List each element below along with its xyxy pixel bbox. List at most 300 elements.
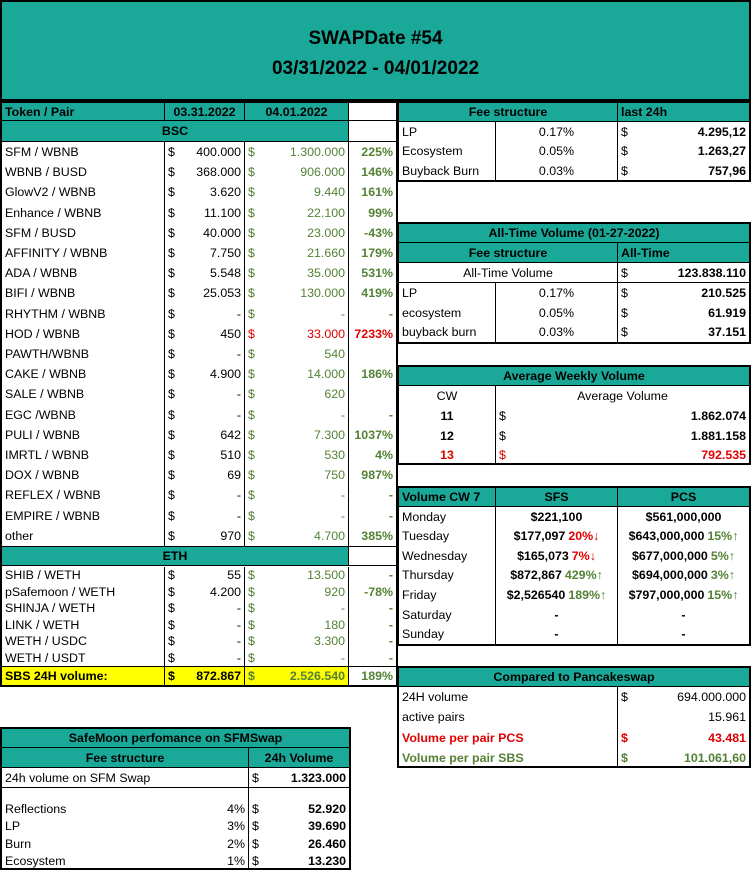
alltime-currency: $ xyxy=(617,322,637,342)
pct-change: 99% xyxy=(348,203,396,223)
currency-2: $ xyxy=(244,600,264,617)
bsc-section-row xyxy=(2,121,396,142)
safemoon-pct: 1% xyxy=(227,854,245,869)
cw7-value: $694,000,000 xyxy=(632,568,708,583)
compare-label: Volume per pair PCS xyxy=(402,730,524,745)
fee-row xyxy=(399,161,749,181)
currency-2: $ xyxy=(244,364,264,384)
bsc-blank xyxy=(348,121,396,141)
currency-1: $ xyxy=(164,304,184,324)
header-blank xyxy=(348,103,396,120)
safemoon-pct: 3% xyxy=(227,819,245,834)
safemoon-label: Reflections xyxy=(5,801,67,816)
cw7-day: Monday xyxy=(402,509,447,524)
value-date-2: 180 xyxy=(324,617,345,632)
cw7-pcs-cell xyxy=(617,546,749,566)
fee-header-title: Fee structure xyxy=(399,103,617,121)
currency-2: $ xyxy=(244,633,264,650)
currency-1: $ xyxy=(164,162,184,182)
value-date-1: 7.750 xyxy=(209,246,241,261)
currency-2: $ xyxy=(244,263,264,283)
header-date-2: 04.01.2022 xyxy=(244,103,348,120)
pair-row xyxy=(2,384,396,404)
currency-2: $ xyxy=(244,485,264,505)
fee-pct: 0.05% xyxy=(495,142,617,162)
safemoon-label: Ecosystem xyxy=(5,854,66,869)
compare-title: Compared to Pancakeswap xyxy=(399,668,749,686)
pair-name: SHIB / WETH xyxy=(5,568,81,583)
alltime-currency: $ xyxy=(617,263,637,282)
pct-change: - xyxy=(348,600,396,617)
weekly-currency: $ xyxy=(495,426,515,446)
alltime-pct: 0.05% xyxy=(495,303,617,323)
fee-structure-table xyxy=(397,101,751,182)
pct-change: - xyxy=(348,567,396,584)
currency-1: $ xyxy=(164,617,184,634)
pair-row xyxy=(2,263,396,283)
currency-2: $ xyxy=(244,324,264,344)
pct-change: 179% xyxy=(348,243,396,263)
pair-row xyxy=(2,405,396,425)
pair-row xyxy=(2,600,396,617)
pct-change: -43% xyxy=(348,223,396,243)
currency-2: $ xyxy=(244,203,264,223)
pairs-header-row xyxy=(2,103,396,121)
value-date-2: 906.000 xyxy=(300,165,345,180)
value-date-1: 450 xyxy=(220,326,241,341)
total-label: SBS 24H volume: xyxy=(2,667,164,685)
alltime-title-row xyxy=(399,224,749,243)
compare-value: 101.061,60 xyxy=(683,751,746,766)
pct-change: - xyxy=(348,405,396,425)
pct-change: -78% xyxy=(348,584,396,601)
compare-value: 15.961 xyxy=(708,710,746,725)
currency-2: $ xyxy=(244,425,264,445)
weekly-title-row xyxy=(399,367,749,386)
cw7-header-sfs: SFS xyxy=(495,488,617,506)
pair-name: PULI / WBNB xyxy=(5,427,81,442)
value-date-2: 620 xyxy=(324,387,345,402)
alltime-label: buyback burn xyxy=(402,325,477,340)
average-weekly-volume-table xyxy=(397,365,751,465)
total-currency-2: $ xyxy=(244,667,264,685)
weekly-value: 792.535 xyxy=(701,448,746,463)
pct-change: - xyxy=(348,506,396,526)
weekly-cw: 13 xyxy=(440,448,454,463)
value-date-2: 7.300 xyxy=(313,427,345,442)
pair-name: WETH / USDT xyxy=(5,650,86,665)
weekly-cw: 12 xyxy=(440,428,454,443)
cw7-row xyxy=(399,605,749,625)
alltime-pct: 0.03% xyxy=(495,322,617,342)
value-date-2: 35.000 xyxy=(307,266,345,281)
alltime-row xyxy=(399,303,749,323)
cw7-day: Tuesday xyxy=(402,529,450,544)
arrow-down-icon: ↓ xyxy=(593,529,600,544)
pct-change xyxy=(348,384,396,404)
cw7-pct: 5% xyxy=(710,548,729,563)
currency-2: $ xyxy=(244,344,264,364)
pct-change: - xyxy=(348,617,396,634)
fee-header-last24h: last 24h xyxy=(617,103,749,121)
compare-currency: $ xyxy=(617,728,637,748)
pair-name: SALE / WBNB xyxy=(5,387,85,402)
currency-2: $ xyxy=(244,506,264,526)
arrow-up-icon: ↑ xyxy=(728,548,735,563)
fee-currency: $ xyxy=(617,161,637,181)
pair-row xyxy=(2,223,396,243)
currency-1: $ xyxy=(164,465,184,485)
safemoon-volume-label: 24h volume on SFM Swap xyxy=(5,770,151,785)
alltime-title: All-Time Volume (01-27-2022) xyxy=(399,224,749,242)
cw7-value: - xyxy=(681,627,686,642)
currency-1: $ xyxy=(164,485,184,505)
pair-name: GlowV2 / WBNB xyxy=(5,185,96,200)
safemoon-gap-row xyxy=(2,788,349,800)
compare-label: active pairs xyxy=(402,710,465,725)
pair-row xyxy=(2,344,396,364)
currency-2: $ xyxy=(244,304,264,324)
value-date-1: - xyxy=(236,634,241,649)
cw7-value: $177,097 xyxy=(513,529,566,544)
pair-row xyxy=(2,142,396,162)
compare-label: 24H volume xyxy=(402,690,469,705)
cw7-row xyxy=(399,585,749,605)
compare-pancakeswap-table xyxy=(397,666,751,768)
value-date-1: 970 xyxy=(220,528,241,543)
pair-row xyxy=(2,465,396,485)
arrow-down-icon: ↓ xyxy=(589,548,596,563)
pair-name: ADA / WBNB xyxy=(5,266,78,281)
value-date-2: 22.100 xyxy=(307,205,345,220)
safemoon-label: LP xyxy=(5,819,21,834)
cw7-pct: 3% xyxy=(710,568,729,583)
value-date-1: 11.100 xyxy=(204,205,241,220)
pct-change: 225% xyxy=(348,142,396,162)
currency-1: $ xyxy=(164,567,184,584)
fee-header-row xyxy=(399,103,749,122)
cw7-pct: 189% xyxy=(568,588,601,603)
value-date-1: - xyxy=(236,407,241,422)
compare-value: 43.481 xyxy=(708,730,746,745)
value-date-2: 920 xyxy=(324,584,345,599)
currency-1: $ xyxy=(164,584,184,601)
alltime-volume-row xyxy=(399,263,749,283)
safemoon-label: Burn xyxy=(5,836,32,851)
pct-change: 186% xyxy=(348,364,396,384)
currency-2: $ xyxy=(244,526,264,546)
weekly-title: Average Weekly Volume xyxy=(399,367,749,385)
alltime-row xyxy=(399,283,749,303)
pct-change: - xyxy=(348,485,396,505)
cw7-value: $221,100 xyxy=(530,509,583,524)
arrow-up-icon: ↑ xyxy=(596,568,603,583)
pair-row xyxy=(2,617,396,634)
cw7-value: - xyxy=(554,607,559,622)
compare-row xyxy=(399,728,749,748)
pair-name: Enhance / WBNB xyxy=(5,205,102,220)
cw7-value: $2,526540 xyxy=(506,588,566,603)
value-date-1: 40.000 xyxy=(203,225,241,240)
safemoon-pct: 4% xyxy=(227,801,245,816)
report-dates: 03/31/2022 - 04/01/2022 xyxy=(271,58,480,79)
fee-row xyxy=(399,142,749,162)
value-date-1: - xyxy=(236,387,241,402)
value-date-1: - xyxy=(236,601,241,616)
safemoon-currency: $ xyxy=(248,853,268,870)
currency-2: $ xyxy=(244,584,264,601)
cw7-day: Friday xyxy=(402,588,437,603)
report-title: SWAPDate #54 xyxy=(308,28,443,49)
safemoon-title-row xyxy=(2,729,349,748)
pair-name: BIFI / WBNB xyxy=(5,286,76,301)
currency-1: $ xyxy=(164,364,184,384)
cw7-sfs-cell xyxy=(495,546,617,566)
value-date-2: 14.000 xyxy=(307,367,345,382)
compare-title-row xyxy=(399,668,749,687)
value-date-1: 510 xyxy=(220,448,241,463)
alltime-volume-label: All-Time Volume xyxy=(463,265,553,280)
pair-row xyxy=(2,506,396,526)
volume-cw7-table xyxy=(397,486,751,646)
value-date-1: 5.548 xyxy=(209,266,241,281)
fee-currency: $ xyxy=(617,122,637,142)
value-date-1: 69 xyxy=(227,468,241,483)
value-date-1: 368.000 xyxy=(196,165,241,180)
cw7-pct: 429% xyxy=(564,568,597,583)
value-date-1: - xyxy=(236,650,241,665)
report-banner xyxy=(0,0,751,101)
cw7-value: $677,000,000 xyxy=(632,548,708,563)
fee-row xyxy=(399,122,749,142)
eth-label: ETH xyxy=(2,547,348,565)
currency-1: $ xyxy=(164,405,184,425)
pair-row xyxy=(2,162,396,182)
eth-blank xyxy=(348,547,396,565)
pair-row xyxy=(2,425,396,445)
currency-1: $ xyxy=(164,223,184,243)
pair-row xyxy=(2,485,396,505)
cw7-day: Saturday xyxy=(402,607,452,622)
safemoon-row xyxy=(2,818,349,836)
value-date-1: - xyxy=(236,488,241,503)
value-date-1: 55 xyxy=(227,568,241,583)
pair-name: PAWTH/WBNB xyxy=(5,347,89,362)
currency-2: $ xyxy=(244,243,264,263)
compare-label: Volume per pair SBS xyxy=(402,751,524,766)
value-date-2: - xyxy=(340,407,345,422)
fee-value: 757,96 xyxy=(708,163,746,178)
value-date-2: 13.500 xyxy=(307,568,345,583)
weekly-row xyxy=(399,406,749,426)
weekly-row xyxy=(399,426,749,446)
value-date-1: 400.000 xyxy=(196,145,241,160)
pct-change: - xyxy=(348,304,396,324)
safemoon-currency: $ xyxy=(248,800,268,818)
pair-name: DOX / WBNB xyxy=(5,468,80,483)
value-date-2: 23.000 xyxy=(307,225,345,240)
alltime-row xyxy=(399,322,749,342)
currency-2: $ xyxy=(244,384,264,404)
weekly-header-row xyxy=(399,386,749,406)
compare-value: 694.000.000 xyxy=(677,690,746,705)
value-date-2: 130.000 xyxy=(300,286,345,301)
value-date-1: 3.620 xyxy=(209,185,241,200)
value-date-2: 4.700 xyxy=(313,528,345,543)
arrow-up-icon: ↑ xyxy=(728,568,735,583)
currency-1: $ xyxy=(164,506,184,526)
fee-label: LP xyxy=(402,124,418,139)
currency-1: $ xyxy=(164,203,184,223)
currency-2: $ xyxy=(244,182,264,202)
cw7-value: $643,000,000 xyxy=(628,529,705,544)
alltime-label: ecosystem xyxy=(402,305,462,320)
cw7-row xyxy=(399,546,749,566)
currency-1: $ xyxy=(164,384,184,404)
total-pct: 189% xyxy=(348,667,396,685)
value-date-2: - xyxy=(340,508,345,523)
currency-1: $ xyxy=(164,142,184,162)
cw7-day: Sunday xyxy=(402,627,445,642)
currency-1: $ xyxy=(164,445,184,465)
safemoon-currency: $ xyxy=(248,818,268,836)
pair-row xyxy=(2,650,396,667)
arrow-up-icon: ↑ xyxy=(732,529,739,544)
cw7-sfs-cell xyxy=(495,527,617,547)
pair-name: pSafemoon / WETH xyxy=(5,584,116,599)
cw7-pct: 15% xyxy=(707,588,733,603)
pair-name: LINK / WETH xyxy=(5,617,80,632)
total-value-1: 872.867 xyxy=(184,667,244,685)
value-date-1: 4.200 xyxy=(209,584,241,599)
pair-name: REFLEX / WBNB xyxy=(5,488,101,503)
compare-row xyxy=(399,707,749,727)
compare-row xyxy=(399,748,749,768)
safemoon-gap-right xyxy=(248,788,349,800)
pair-row xyxy=(2,324,396,344)
fee-pct: 0.03% xyxy=(495,161,617,181)
safemoon-currency: $ xyxy=(248,768,268,787)
pair-name: AFFINITY / WBNB xyxy=(5,246,108,261)
pair-name: HOD / WBNB xyxy=(5,326,81,341)
currency-1: $ xyxy=(164,425,184,445)
value-date-2: - xyxy=(340,650,345,665)
cw7-sfs-cell xyxy=(495,605,617,625)
safemoon-volume-row xyxy=(2,768,349,788)
cw7-pcs-cell xyxy=(617,566,749,586)
value-date-2: - xyxy=(340,488,345,503)
weekly-currency: $ xyxy=(495,406,515,426)
currency-1: $ xyxy=(164,324,184,344)
compare-currency xyxy=(617,707,637,727)
pair-row xyxy=(2,567,396,584)
alltime-currency: $ xyxy=(617,303,637,323)
value-date-2: 9.440 xyxy=(313,185,345,200)
pair-name: other xyxy=(5,528,34,543)
currency-2: $ xyxy=(244,465,264,485)
alltime-currency: $ xyxy=(617,283,637,303)
currency-2: $ xyxy=(244,283,264,303)
pair-name: CAKE / WBNB xyxy=(5,367,87,382)
safemoon-pct: 2% xyxy=(227,836,245,851)
cw7-pct: 7% xyxy=(571,548,590,563)
value-date-2: 540 xyxy=(324,347,345,362)
pct-change: 419% xyxy=(348,283,396,303)
currency-1: $ xyxy=(164,263,184,283)
compare-currency: $ xyxy=(617,748,637,768)
cw7-header-row xyxy=(399,488,749,507)
currency-1: $ xyxy=(164,633,184,650)
pair-name: RHYTHM / WBNB xyxy=(5,306,106,321)
cw7-day: Thursday xyxy=(402,568,454,583)
pct-change: - xyxy=(348,650,396,667)
cw7-value: - xyxy=(681,607,686,622)
currency-2: $ xyxy=(244,142,264,162)
cw7-pct: 15% xyxy=(707,529,733,544)
pct-change: 4% xyxy=(348,445,396,465)
pair-row xyxy=(2,182,396,202)
fee-currency: $ xyxy=(617,142,637,162)
total-currency-1: $ xyxy=(164,667,184,685)
safemoon-row xyxy=(2,853,349,870)
safemoon-value: 13.230 xyxy=(308,854,346,869)
cw7-sfs-cell xyxy=(495,566,617,586)
fee-pct: 0.17% xyxy=(495,122,617,142)
pct-change: 987% xyxy=(348,465,396,485)
compare-row xyxy=(399,687,749,707)
cw7-row xyxy=(399,507,749,527)
alltime-pct: 0.17% xyxy=(495,283,617,303)
currency-2: $ xyxy=(244,162,264,182)
safemoon-fee-header: Fee structure xyxy=(2,748,248,767)
currency-2: $ xyxy=(244,650,264,667)
fee-value: 4.295,12 xyxy=(697,124,746,139)
cw7-pcs-cell xyxy=(617,507,749,527)
pair-row xyxy=(2,243,396,263)
all-time-volume-table xyxy=(397,222,751,344)
value-date-2: - xyxy=(340,601,345,616)
pair-row xyxy=(2,304,396,324)
value-date-2: 750 xyxy=(324,468,345,483)
pct-change: 146% xyxy=(348,162,396,182)
cw7-value: $165,073 xyxy=(517,548,569,563)
currency-1: $ xyxy=(164,182,184,202)
cw7-pcs-cell xyxy=(617,527,749,547)
safemoon-volume-value: 1.323.000 xyxy=(290,770,346,785)
alltime-value: 61.919 xyxy=(708,305,746,320)
safemoon-performance-table xyxy=(0,727,351,870)
total-row xyxy=(2,666,396,685)
fee-label: Buyback Burn xyxy=(402,163,480,178)
alltime-volume-value: 123.838.110 xyxy=(677,265,746,280)
fee-value: 1.263,27 xyxy=(697,144,746,159)
weekly-currency: $ xyxy=(495,445,515,465)
pct-change: - xyxy=(348,633,396,650)
pair-name: WBNB / BUSD xyxy=(5,165,87,180)
pair-row xyxy=(2,526,396,546)
pair-name: IMRTL / WBNB xyxy=(5,448,89,463)
cw7-pcs-cell xyxy=(617,605,749,625)
value-date-2: 33.000 xyxy=(307,326,345,341)
pair-name: EGC /WBNB xyxy=(5,407,76,422)
value-date-2: 1.300.000 xyxy=(289,145,345,160)
weekly-cw: 11 xyxy=(440,408,454,423)
alltime-fee-header: Fee structure xyxy=(399,243,617,262)
value-date-1: - xyxy=(236,347,241,362)
pair-name: EMPIRE / WBNB xyxy=(5,508,101,523)
alltime-alltime-header: All-Time xyxy=(617,243,749,262)
arrow-up-icon: ↑ xyxy=(732,588,739,603)
